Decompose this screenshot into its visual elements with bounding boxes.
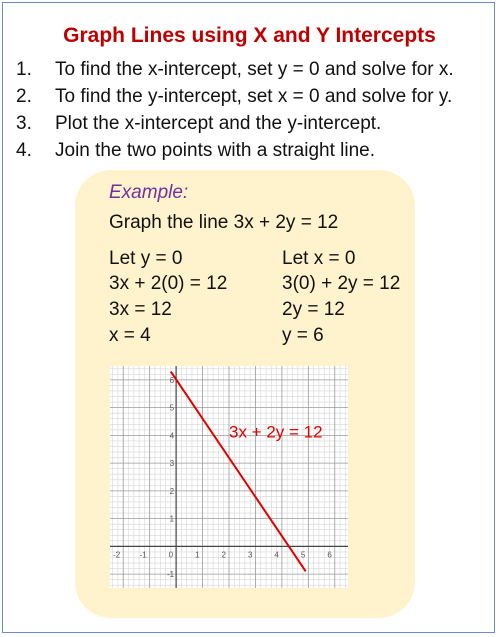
x-tick-label: 2 xyxy=(221,550,226,560)
x-tick-label: 0 xyxy=(168,550,174,560)
step-text: To find the y-intercept, set x = 0 and solve for y. xyxy=(55,86,453,107)
step-text: Join the two points with a straight line. xyxy=(55,140,376,161)
y-tick-label: 2 xyxy=(169,486,175,496)
x-tick-label: 1 xyxy=(195,550,200,560)
left-step: Let y = 0 xyxy=(109,248,183,269)
right-step: y = 6 xyxy=(282,325,324,346)
example-prompt: Graph the line 3x + 2y = 12 xyxy=(109,212,339,233)
x-tick-label: 5 xyxy=(300,550,306,560)
step-number: 2. xyxy=(16,86,32,107)
step-text: Plot the x-intercept and the y-intercept. xyxy=(55,113,382,134)
y-tick-label: 3 xyxy=(169,459,175,469)
x-tick-label: 4 xyxy=(274,550,279,560)
step-number: 1. xyxy=(16,59,32,80)
left-step: x = 4 xyxy=(109,325,151,346)
line-graph xyxy=(110,366,348,588)
left-step: 3x = 12 xyxy=(109,299,172,320)
y-tick-label: -1 xyxy=(166,570,175,580)
right-step: 3(0) + 2y = 12 xyxy=(282,273,401,294)
x-tick-label: 6 xyxy=(327,550,332,560)
step-number: 4. xyxy=(16,140,32,161)
y-tick-label: 6 xyxy=(169,375,175,385)
left-step: 3x + 2(0) = 12 xyxy=(109,273,228,294)
x-tick-label: 3 xyxy=(247,550,253,560)
right-step: 2y = 12 xyxy=(282,299,345,320)
right-step: Let x = 0 xyxy=(282,248,356,269)
step-number: 3. xyxy=(16,113,32,134)
x-tick-label: -2 xyxy=(113,550,121,560)
y-tick-label: 4 xyxy=(169,431,175,441)
step-text: To find the x-intercept, set y = 0 and solve for x. xyxy=(55,59,454,80)
y-tick-label: 5 xyxy=(169,403,175,413)
page-title: Graph Lines using X and Y Intercepts xyxy=(63,24,436,47)
line-equation-label: 3x + 2y = 12 xyxy=(229,422,323,442)
example-label: Example: xyxy=(109,182,189,203)
y-tick-label: 1 xyxy=(169,514,175,524)
x-tick-label: -1 xyxy=(139,550,147,560)
